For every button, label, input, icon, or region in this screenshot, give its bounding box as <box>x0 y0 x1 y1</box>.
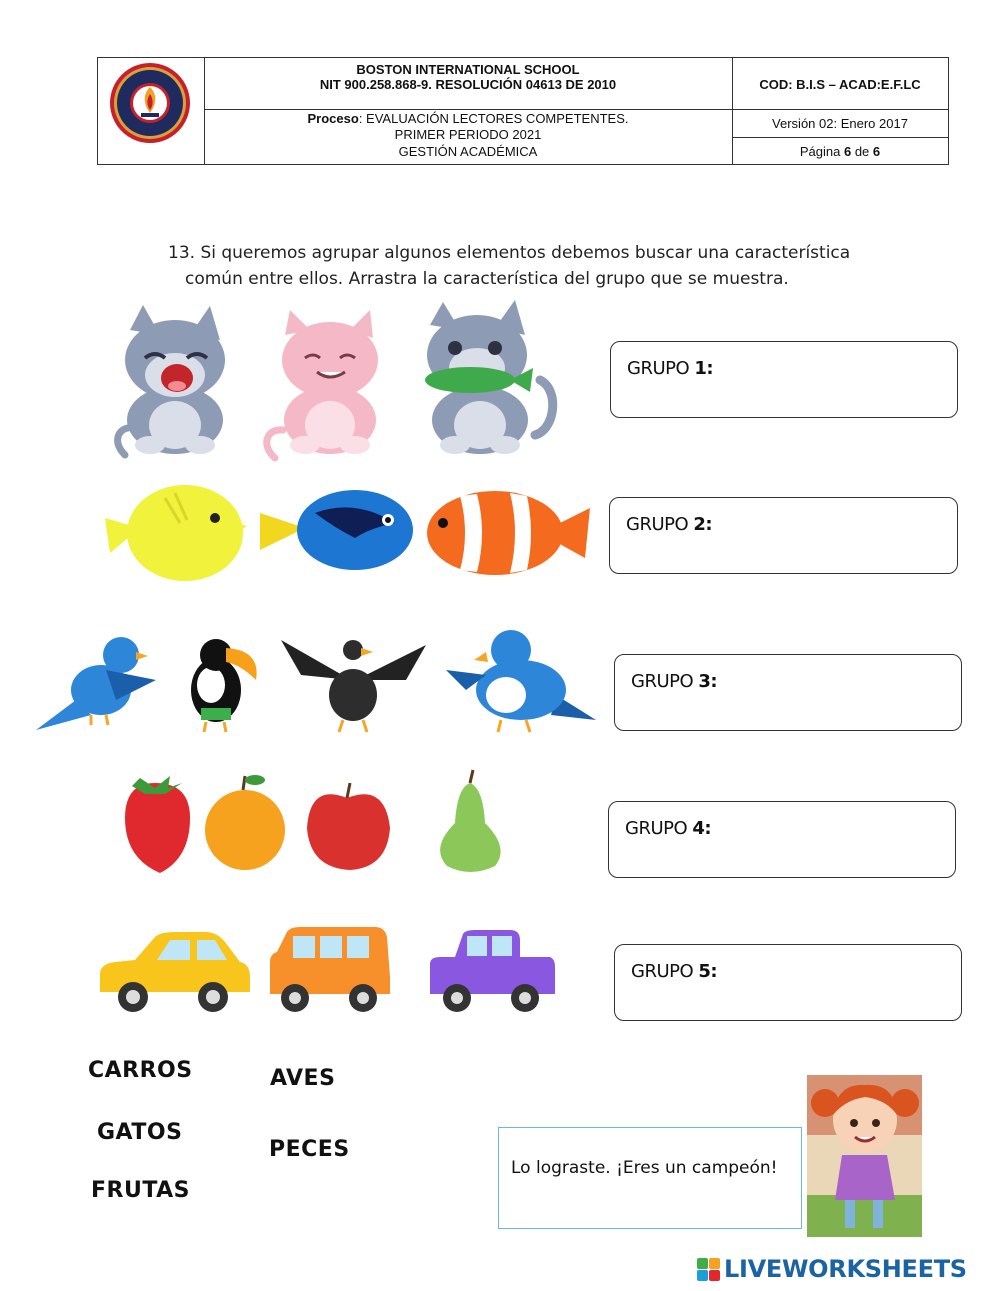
question-text <box>168 240 888 292</box>
word-gatos[interactable]: GATOS <box>97 1120 183 1145</box>
group-5-number: 5: <box>698 961 718 982</box>
pink-cat-icon <box>267 310 378 458</box>
group-2-number: 2: <box>693 514 713 535</box>
page-number-line <box>732 144 948 159</box>
version-line: Versión 02: Enero 2017 <box>772 116 908 131</box>
pear-icon <box>440 770 501 872</box>
process-line <box>204 111 732 126</box>
school-name: BOSTON INTERNATIONAL SCHOOL <box>356 62 580 77</box>
birds-image <box>36 630 596 740</box>
word-frutas[interactable]: FRUTAS <box>91 1178 191 1203</box>
purple-car-icon <box>430 930 555 1012</box>
liveworksheets-brand <box>697 1254 967 1284</box>
page-mid: de <box>851 144 873 159</box>
group-4-dropzone[interactable] <box>608 801 956 878</box>
girl-character-image <box>807 1075 922 1237</box>
orange-van-icon <box>270 927 390 1012</box>
black-swan-icon <box>281 640 426 732</box>
blue-tang-fish-icon <box>260 490 413 570</box>
fish-image <box>105 478 595 588</box>
group-5-label <box>631 961 717 982</box>
group-1-label <box>627 358 713 379</box>
process-value: : EVALUACIÓN LECTORES COMPETENTES. <box>358 111 629 126</box>
group-3-dropzone[interactable] <box>614 654 962 731</box>
group-4-number: 4: <box>692 818 712 839</box>
apple-icon <box>307 783 390 870</box>
cars-image <box>95 922 565 1017</box>
group-1-dropzone[interactable] <box>610 341 958 418</box>
success-message: Lo lograste. ¡Eres un campeón! <box>511 1158 778 1178</box>
group-3-word: GRUPO <box>631 671 694 692</box>
cats-image <box>105 300 560 470</box>
group-2-word: GRUPO <box>626 514 689 535</box>
school-nit: NIT 900.258.868-9. RESOLUCIÓN 04613 DE 2010 <box>319 77 617 92</box>
group-5-dropzone[interactable] <box>614 944 962 1021</box>
word-carros[interactable]: CARROS <box>88 1058 193 1083</box>
orange-icon <box>205 775 285 870</box>
word-peces[interactable]: PECES <box>269 1137 350 1162</box>
question-line-1: 13. Si queremos agrupar algunos elementos debemos buscar una característica <box>168 243 851 263</box>
group-3-label <box>631 671 717 692</box>
word-aves[interactable]: AVES <box>270 1066 336 1091</box>
page-prefix: Página <box>799 144 844 159</box>
bluebird-icon <box>36 637 156 730</box>
group-5-word: GRUPO <box>631 961 694 982</box>
process-label: Proceso <box>307 111 359 126</box>
management-line: GESTIÓN ACADÉMICA <box>398 144 538 159</box>
brand-name: LIVEWORKSHEETS <box>724 1255 967 1283</box>
yellow-car-icon <box>100 932 250 1012</box>
period-line: PRIMER PERIODO 2021 <box>394 127 542 142</box>
liveworksheets-logo-icon <box>697 1258 720 1281</box>
group-1-number: 1: <box>694 358 714 379</box>
school-logo <box>108 61 192 145</box>
header-divider <box>204 109 948 110</box>
yellow-fish-icon <box>105 485 247 581</box>
group-4-label <box>625 818 711 839</box>
gray-cat-with-fish-icon <box>425 300 553 454</box>
page-current: 6 <box>843 144 852 159</box>
clownfish-icon <box>427 491 590 575</box>
fruits-image <box>120 768 520 878</box>
strawberry-icon <box>125 776 190 873</box>
success-message-box <box>498 1127 802 1229</box>
group-3-number: 3: <box>698 671 718 692</box>
gray-cat-icon <box>118 305 225 455</box>
toucan-icon <box>191 639 257 732</box>
group-2-label <box>626 514 712 535</box>
group-4-word: GRUPO <box>625 818 688 839</box>
group-1-word: GRUPO <box>627 358 690 379</box>
question-line-2: común entre ellos. Arrastra la característica del grupo que se muestra. <box>185 269 789 289</box>
blue-parrot-icon <box>446 630 596 732</box>
header-table <box>97 57 949 165</box>
group-2-dropzone[interactable] <box>609 497 958 574</box>
page-total: 6 <box>872 144 881 159</box>
document-code: COD: B.I.S – ACAD:E.F.LC <box>759 77 921 92</box>
header-divider <box>732 137 948 138</box>
